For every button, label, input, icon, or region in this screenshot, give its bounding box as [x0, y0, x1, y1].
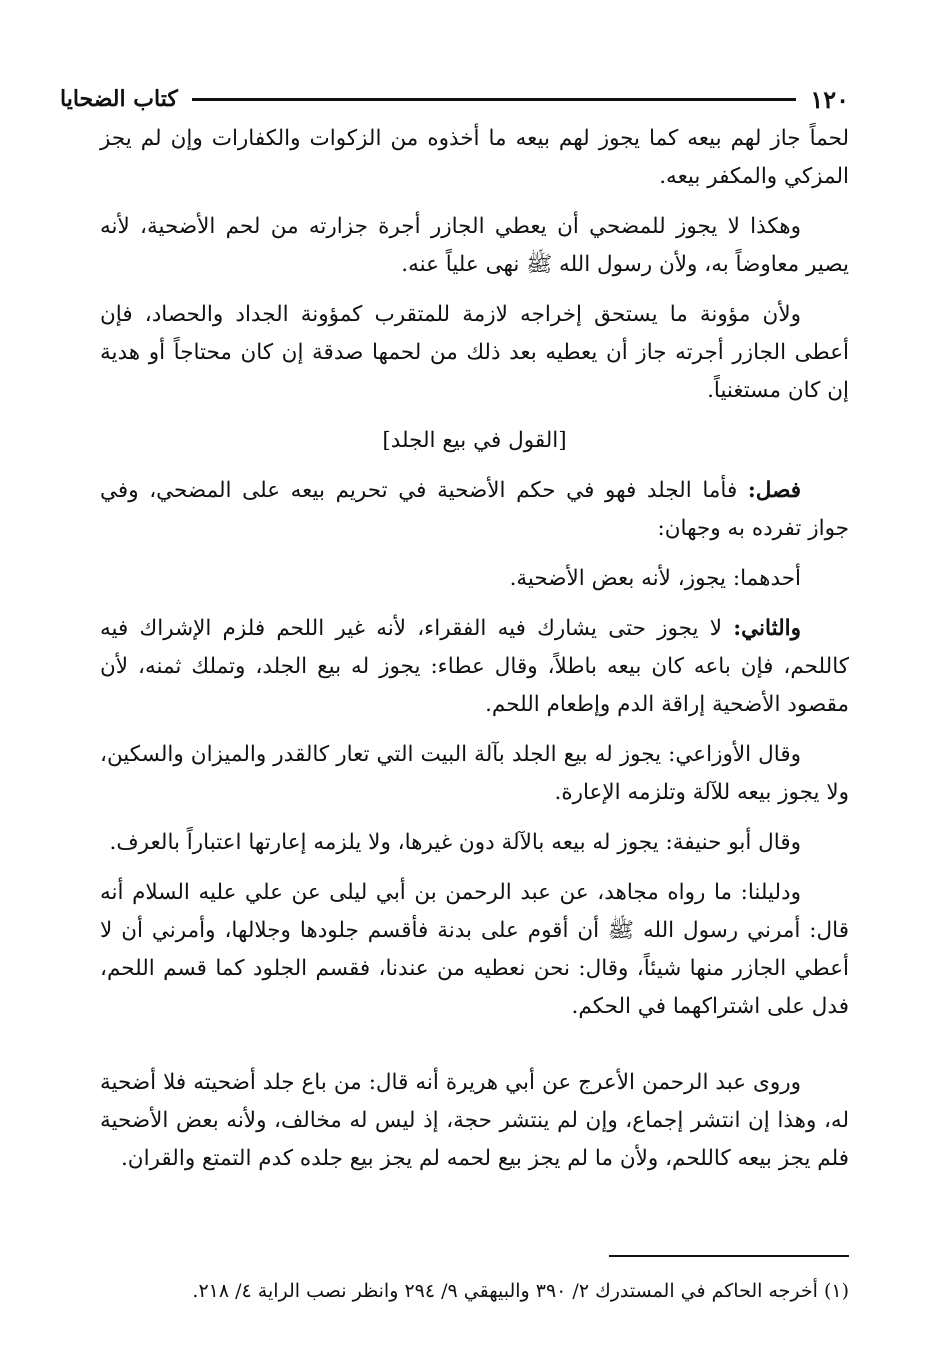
- book-title: كتاب الضحايا: [60, 86, 178, 112]
- section-heading: [القول في بيع الجلد]: [382, 428, 567, 453]
- paragraph-3: ولأن مؤونة ما يستحق إخراجه لازمة للمتقرب كمؤونة الجداد والحصاد، فإن أعطى الجازر أجرته جاز أن يعطيه بعد ذلك من لحمها صدقة إن كان محتاجاً أو هدية إن كان مستغنياً.: [100, 302, 849, 403]
- paragraph-9: ودليلنا: ما رواه مجاهد، عن عبد الرحمن بن أبي ليلى عن علي عليه السلام أنه قال: أمرني رسول الله ﷺ أن أقوم على بدنة فأقسم جلودها وجلالها، وأمرني أن لا أعطي الجازر منها شيئاً، وقال: نحن نعطيه من عندنا، فقسم الجلود كما قسم اللحم، فدل على اشتراكهما في الحكم.: [100, 880, 849, 1019]
- paragraph-6-lead: والثاني:: [733, 616, 801, 641]
- paragraph-8: وقال أبو حنيفة: يجوز له بيعه بالآلة دون غيرها، ولا يلزمه إعارتها اعتباراً بالعرف.: [109, 830, 801, 855]
- paragraph-6-text: لا يجوز حتى يشارك فيه الفقراء، لأنه غير اللحم فلزم الإشراك فيه كاللحم، فإن باعه كان بيعه باطلاً، وقال عطاء: يجوز له بيع الجلد، وتملك ثمنه، لأن مقصود الأضحية إراقة الدم وإطعام اللحم.: [100, 616, 849, 717]
- paragraph-2: وهكذا لا يجوز للمضحي أن يعطي الجازر أجرة جزارته من لحم الأضحية، لأنه يصير معاوضاً به، ولأن رسول الله ﷺ نهى علياً عنه.: [100, 214, 849, 277]
- paragraph-5: أحدهما: يجوز، لأنه بعض الأضحية.: [509, 566, 801, 591]
- paragraph-4-text: فأما الجلد فهو في حكم الأضحية في تحريم بيعه على المضحي، وفي جواز تفرده به وجهان:: [100, 478, 849, 541]
- page-header: [60, 84, 849, 114]
- paragraph-4-lead: فصل:: [747, 478, 801, 503]
- paragraph-10: وروى عبد الرحمن الأعرج عن أبي هريرة أنه قال: من باع جلد أضحيته فلا أضحية له، وهذا إن انتشر إجماع، وإن لم ينتشر حجة، إذ ليس له مخالف، ولأنه بعض الأضحية فلم يجز بيعه كاللحم، ولأن ما لم يجز بيع لحمه لم يجز بيع جلده كدم التمتع والقران.: [100, 1070, 849, 1171]
- footnote-rule: [609, 1255, 849, 1257]
- header-rule: [192, 98, 797, 101]
- paragraph-gap: [100, 1038, 849, 1064]
- body-text: [100, 120, 849, 1190]
- paragraph-1: لحماً جاز لهم بيعه كما يجوز لهم بيعه ما أخذوه من الزكوات والكفارات وإن لم يجز المزكي والمكفر بيعه.: [100, 126, 849, 189]
- page-number: ١٢٠: [810, 84, 849, 114]
- paragraph-4: [100, 472, 849, 548]
- paragraph-7: وقال الأوزاعي: يجوز له بيع الجلد بآلة البيت التي تعار كالقدر والميزان والسكين، ولا يجوز بيعه للآلة وتلزمه الإعارة.: [100, 742, 849, 805]
- footnote: (١) أخرجه الحاكم في المستدرك ٢/ ٣٩٠ والبيهقي ٩/ ٢٩٤ وانظر نصب الراية ٤/ ٢١٨.: [192, 1280, 849, 1302]
- paragraph-6: [100, 610, 849, 724]
